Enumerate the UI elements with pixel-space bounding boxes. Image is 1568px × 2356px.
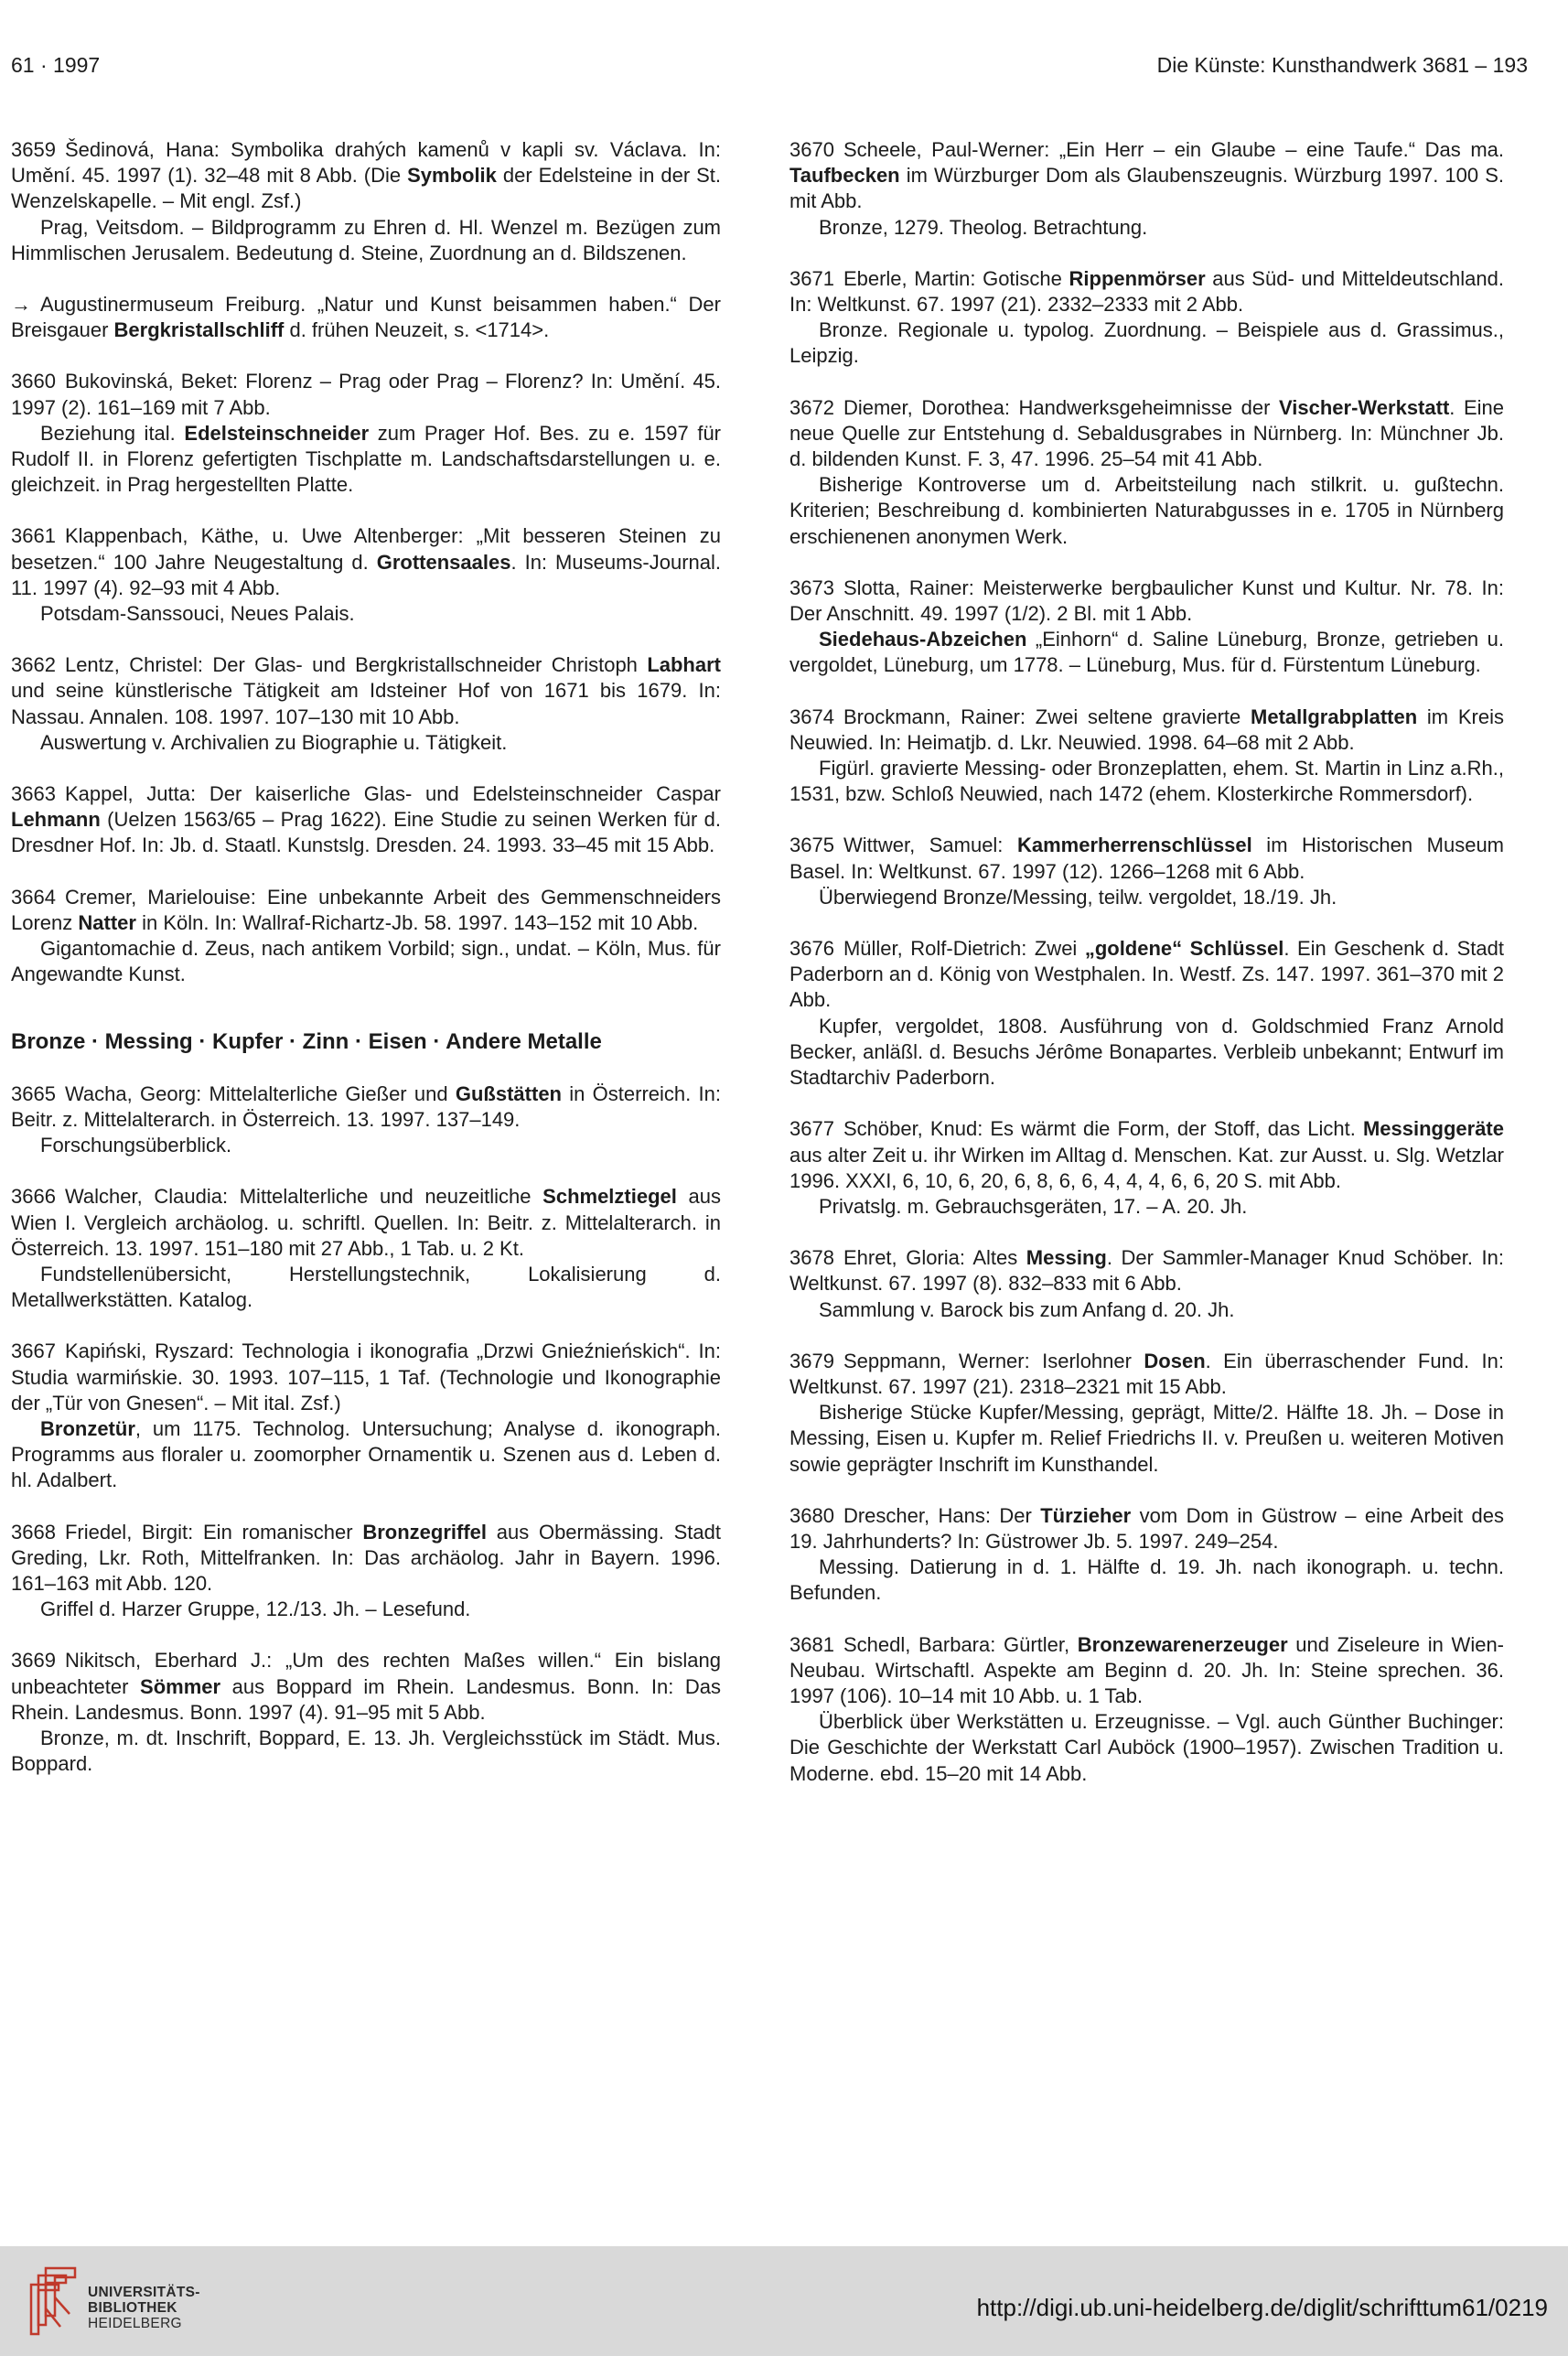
entry-number: 3673 [789,576,834,599]
entry-number: 3660 [11,370,56,393]
bibliography-entry [11,781,721,859]
entry-text: Bronze, 1279. Theolog. Betrachtung. [819,215,1148,239]
library-name-line-3: HEIDELBERG [88,2316,182,2331]
bibliography-entry [11,1081,721,1159]
entry-annotation [11,421,721,499]
keyword-text: Schmelztiegel [542,1185,677,1209]
entry-annotation [789,885,1504,910]
entry-text: Überwiegend Bronze/Messing, teilw. vergoldet, 18./19. Jh. [819,885,1337,909]
left-entries-top [11,137,721,987]
entry-text: Šedinová, Hana: Symbolika drahých kamenů v kapli sv. Václava. In: Umění. 45. 1997 (1). 32–48 mit 8 Abb. (Die [11,138,721,188]
entry-text: Wacha, Georg: Mittelalterliche Gießer und [64,1081,456,1105]
entry-annotation [789,1555,1504,1606]
keyword-text: Metallgrabplatten [1251,705,1418,728]
left-column [11,137,721,1802]
entry-number: 3675 [789,834,834,857]
bibliography-entry [789,266,1504,370]
entry-text: Wittwer, Samuel: [843,834,1017,857]
header-section-title: Die Künste: Kunsthandwerk 3681 – 193 [1156,53,1528,77]
entry-annotation [789,1194,1504,1220]
entry-text: im Würzburger Dom als Glaubenszeugnis. Würzburg 1997. 100 S. mit Abb. [789,164,1504,213]
entry-annotation [789,1709,1504,1787]
entry-number: 3669 [11,1649,56,1673]
keyword-text: Messing [1026,1246,1107,1270]
entry-text: aus Süd- und Mitteldeutschland. In: Weltkunst. 67. 1997 (21). 2332–2333 mit 2 Abb. [789,266,1504,317]
entry-text: Scheele, Paul-Werner: „Ein Herr – ein Glaube – eine Taufe.“ Das ma. [843,138,1504,161]
entry-text: . Eine neue Quelle zur Entstehung d. Sebaldusgrabes in Nürnberg. In: Münchner Jb. d. bildenden Kunst. F. 3, 47. 1996. 25–54 mit 41 Abb. [789,395,1504,471]
keyword-text: Türzieher [1040,1503,1132,1527]
entry-citation [11,781,721,859]
keyword-text: Messinggeräte [1362,1117,1504,1141]
entry-text: . In: Museums-Journal. 11. 1997 (4). 92–93 mit 4 Abb. [11,550,722,599]
entry-text: Walcher, Claudia: Mittelalterliche und neuzeitliche [64,1185,543,1209]
keyword-text: Kammerherrenschlüssel [1016,834,1252,857]
keyword-text: Vischer-Werkstatt [1279,395,1450,419]
entry-text: Messing. Datierung in d. 1. Hälfte d. 19. Jh. nach ikonograph. u. techn. Befunden. [789,1555,1504,1605]
entry-annotation [789,1400,1504,1478]
library-name-line-1: UNIVERSITÄTS- [88,2285,200,2300]
entry-text: zum Prager Hof. Bes. zu e. 1597 für Rudolf II. in Florenz gefertigten Tischplatte m. Landschaftsdarstellungen u. e. gleichzeit. in Prag hergestellten Platte. [11,421,722,497]
entry-citation [11,1081,721,1133]
entry-text: Griffel d. Harzer Gruppe, 12./13. Jh. – Lesefund. [40,1598,471,1621]
bibliography-entry [789,395,1504,550]
entry-text: in Österreich. In: Beitr. z. Mittelalterarch. in Österreich. 13. 1997. 137–149. [11,1081,721,1131]
right-column [789,137,1504,1813]
bibliography-entry [789,1245,1504,1323]
entry-citation [11,1184,721,1262]
entry-annotation [11,1133,721,1158]
entry-number: 3661 [11,524,56,548]
keyword-text: „goldene“ Schlüssel [1084,937,1284,961]
bibliography-entry [789,1349,1504,1478]
entry-text: Schöber, Knud: Es wärmt die Form, der Stoff, das Licht. [843,1117,1363,1141]
keyword-text: Edelsteinschneider [184,421,370,445]
entry-text: Kupfer, vergoldet, 1808. Ausführung von d. Goldschmied Franz Arnold Becker, anläßl. d. Besuchs Jérôme Bonapartes. Verbleib unbekannt; Entwurf im Stadtarchiv Paderborn. [789,1014,1504,1090]
entry-text: aus Boppard im Rhein. Landesmus. Bonn. In: Das Rhein. Landesmus. Bonn. 1997 (4). 91–95 mit 5 Abb. [11,1674,722,1724]
bibliography-entry [11,137,721,266]
entry-text: Forschungsüberblick. [40,1134,232,1157]
entry-text: Fundstellenübersicht, Herstellungstechnik, Lokalisierung d. Metallwerkstätten. Katalog. [11,1262,721,1312]
entry-annotation [789,472,1504,550]
entry-annotation [789,317,1504,369]
entry-citation [11,1520,721,1598]
entry-text: Bisherige Kontroverse um d. Arbeitsteilung nach stilkrit. u. gußtechn. Kriterien; Beschreibung d. kombinierten Naturabgusses in e. 1705 in Nürnberg erschienenen anonymen Werk. [789,473,1504,548]
entry-text: Gigantomachie d. Zeus, nach antikem Vorbild; sign., undat. – Köln, Mus. für Angewandte Kunst. [11,937,721,986]
entry-text: Bukovinská, Beket: Florenz – Prag oder Prag – Florenz? In: Umění. 45. 1997 (2). 161–169 mit 7 Abb. [11,370,721,419]
entry-number: 3680 [789,1503,834,1527]
entry-text: (Uelzen 1563/65 – Prag 1622). Eine Studie zu seinen Werken für d. Dresdner Hof. In: Jb. d. Staatl. Kunstslg. Dresden. 24. 1993. 33–45 mit 15 Abb. [11,808,721,857]
entry-annotation [11,730,721,756]
entry-text: Ehret, Gloria: Altes [843,1246,1026,1270]
entry-text: aus Wien I. Vergleich archäolog. u. schriftl. Quellen. In: Beitr. z. Mittelalterarch. in Österreich. 13. 1997. 151–180 mit 27 Abb., 1 Tab. u. 2 Kt. [11,1185,721,1260]
entry-text: Kappel, Jutta: Der kaiserliche Glas- und Edelsteinschneider Caspar [64,782,721,806]
bibliography-entry [11,885,721,988]
library-logo-icon [18,2261,91,2339]
bibliography-entry [789,705,1504,808]
entry-text: und Ziseleure in Wien-Neubau. Wirtschaftl. Aspekte am Beginn d. 20. Jh. In: Steine sprechen. 36. 1997 (106). 10–14 mit 10 Abb. u. 1 Tab. [789,1632,1504,1707]
entry-text: Eberle, Martin: Gotische [843,266,1069,290]
bibliography-entry [789,137,1504,241]
entry-text: Bronze, m. dt. Inschrift, Boppard, E. 13. Jh. Vergleichsstück im Städt. Mus. Boppard. [11,1726,721,1776]
entry-text: Bisherige Stücke Kupfer/Messing, geprägt, Mitte/2. Hälfte 18. Jh. – Dose in Messing, Eisen u. Kupfer m. Relief Friedrichs II. v. Preußen u. weiteren Motiven sowie geprägter Inschrift im Kunsthandel. [789,1401,1504,1476]
bibliography-entry [789,1116,1504,1220]
bibliography-entry [11,292,721,343]
entry-number: 3681 [789,1632,834,1656]
bibliography-entry [11,1520,721,1623]
entry-citation [789,1349,1504,1400]
entry-annotation [789,627,1504,678]
entry-citation [789,1632,1504,1710]
entry-text: Beziehung ital. [40,421,185,445]
entry-text: Augustinermuseum Freiburg. „Natur und Kunst beisammen haben.“ Der Breisgauer [11,293,721,342]
left-entries-bottom [11,1081,721,1778]
entry-number: 3671 [789,266,834,290]
entry-text: vom Dom in Güstrow – eine Arbeit des 19. Jahrhunderts? In: Güstrower Jb. 5. 1997. 249–254. [789,1503,1504,1553]
entry-number: 3665 [11,1081,56,1105]
entry-citation [11,652,721,730]
entry-text: Überblick über Werkstätten u. Erzeugnisse. – Vgl. auch Günther Buchinger: Die Geschichte der Werkstatt Carl Auböck (1900–1957). Zwischen Tradition u. Moderne. ebd. 15–20 mit 14 Abb. [789,1710,1504,1785]
entry-text: Drescher, Hans: Der [843,1503,1041,1527]
entry-text: Prag, Veitsdom. – Bildprogramm zu Ehren d. Hl. Wenzel m. Bezügen zum Himmlischen Jerusalem. Bedeutung d. Steine, Zuordnung an d. Bildszenen. [11,215,721,264]
keyword-text: Gußstätten [455,1081,562,1105]
entry-citation [789,833,1504,884]
entry-annotation [11,936,721,987]
entry-text: Cremer, Marielouise: Eine unbekannte Arbeit des Gemmenschneiders Lorenz [11,885,721,934]
bibliography-entry [11,1184,721,1313]
keyword-text: Bergkristallschliff [113,318,285,342]
entry-number: → [11,293,31,317]
keyword-text: Grottensaales [376,550,511,574]
entry-text: Klappenbach, Käthe, u. Uwe Altenberger: „Mit besseren Steinen zu besetzen.“ 100 Jahre Neugestaltung d. [11,524,721,574]
entry-text: und seine künstlerische Tätigkeit am Idsteiner Hof von 1671 bis 1679. In: Nassau. Annalen. 108. 1997. 107–130 mit 10 Abb. [11,679,721,728]
keyword-text: Sömmer [140,1674,221,1698]
bibliography-entry [11,1648,721,1777]
entry-text: „Einhorn“ d. Saline Lüneburg, Bronze, getrieben u. vergoldet, Lüneburg, um 1778. – Lüneburg, Mus. für d. Fürstentum Lüneburg. [789,628,1504,677]
entry-annotation [11,215,721,266]
entry-annotation [11,1726,721,1777]
keyword-text: Bronzetür [40,1416,135,1440]
entry-text: im Kreis Neuwied. In: Heimatjb. d. Lkr. Neuwied. 1998. 64–68 mit 2 Abb. [789,705,1504,754]
entry-text: Bronze. Regionale u. typolog. Zuordnung. – Beispiele aus d. Grassimus., Leipzig. [789,318,1504,368]
entry-number: 3676 [789,937,834,961]
section-heading: Bronze · Messing · Kupfer · Zinn · Eisen · Andere Metalle [11,1029,602,1055]
entry-citation [11,885,721,936]
entry-text: der Edelsteine in der St. Wenzelskapelle. – Mit engl. Zsf.) [11,164,722,213]
keyword-text: Symbolik [407,164,497,188]
entry-citation [11,1339,721,1416]
entry-annotation [11,1597,721,1622]
entry-text: Brockmann, Rainer: Zwei seltene gravierte [843,705,1251,728]
entry-text: Kapiński, Ryszard: Technologia i ikonografia „Drzwi Gnieźnieńskich“. In: Studia warmińskie. 30. 1993. 107–115, 1 Taf. (Technologie und Ikonographie der „Tür von Gnesen“. – Mit ital. Zsf.) [11,1339,721,1415]
entry-text: Privatslg. m. Gebrauchsgeräten, 17. – A. 20. Jh. [819,1194,1248,1218]
entry-text: . Ein überraschender Fund. In: Weltkunst. 67. 1997 (21). 2318–2321 mit 15 Abb. [789,1349,1505,1398]
bibliography-entry [789,576,1504,679]
entry-number: 3663 [11,782,56,806]
keyword-text: Natter [78,910,136,934]
entry-number: 3662 [11,653,56,677]
entry-text: Diemer, Dorothea: Handwerksgeheimnisse der [843,395,1279,419]
entry-text: Lentz, Christel: Der Glas- und Bergkristallschneider Christoph [64,653,648,677]
entry-number: 3679 [789,1349,834,1372]
keyword-text: Siedehaus-Abzeichen [819,628,1027,651]
library-name-line-2: BIBLIOTHEK [88,2300,177,2316]
entry-text: d. frühen Neuzeit, s. <1714>. [284,318,550,342]
entry-annotation [11,1262,721,1313]
entry-text: im Historischen Museum Basel. In: Weltkunst. 67. 1997 (12). 1266–1268 mit 6 Abb. [789,834,1505,883]
keyword-text: Taufbecken [789,164,900,188]
entry-citation [11,1648,721,1726]
entry-citation [11,292,721,343]
entry-citation [789,1503,1504,1555]
entry-number: 3672 [789,395,834,419]
entry-citation [11,523,721,601]
entry-citation [789,137,1504,215]
source-url-link[interactable]: http://digi.ub.uni-heidelberg.de/diglit/schrifttum61/0219 [976,2294,1548,2321]
entry-citation [789,266,1504,317]
entry-text: Seppmann, Werner: Iserlohner [843,1349,1144,1372]
bibliography-entry [11,369,721,498]
entry-number: 3678 [789,1246,834,1270]
entry-text: in Köln. In: Wallraf-Richartz-Jb. 58. 1997. 143–152 mit 10 Abb. [135,910,699,934]
right-entries [789,137,1504,1787]
entry-annotation [789,756,1504,807]
entry-number: 3664 [11,885,56,909]
entry-citation [11,137,721,215]
entry-text: Auswertung v. Archivalien zu Biographie u. Tätigkeit. [40,730,508,754]
entry-number: 3666 [11,1185,56,1209]
keyword-text: Bronzewarenerzeuger [1077,1632,1288,1656]
bibliography-entry [11,523,721,627]
entry-annotation [11,1416,721,1494]
keyword-text: Bronzegriffel [362,1520,488,1544]
entry-annotation [789,215,1504,241]
entry-text: Schedl, Barbara: Gürtler, [843,1632,1078,1656]
entry-annotation [11,601,721,627]
header-page-info: 61 · 1997 [11,53,101,77]
entry-text: Figürl. gravierte Messing- oder Bronzeplatten, ehem. St. Martin in Linz a.Rh., 1531, bzw. Schloß Neuwied, nach 1472 (ehem. Klosterkirche Rommersdorf). [789,757,1504,806]
entry-number: 3677 [789,1117,834,1141]
entry-number: 3670 [789,138,834,161]
entry-number: 3667 [11,1339,56,1363]
keyword-text: Lehmann [11,808,101,832]
bibliography-entry [789,833,1504,910]
entry-text: Nikitsch, Eberhard J.: „Um des rechten Maßes willen.“ Ein bislang unbeachteter [11,1649,721,1698]
entry-text: . Ein Geschenk d. Stadt Paderborn an d. König von Westphalen. In. Westf. Zs. 147. 1997. 361–370 mit 2 Abb. [789,937,1504,1012]
keyword-text: Labhart [647,653,721,677]
entry-citation [11,369,721,420]
entry-number: 3659 [11,138,56,161]
entry-citation [789,395,1504,473]
entry-text: Potsdam-Sanssouci, Neues Palais. [40,602,355,626]
entry-text: Müller, Rolf-Dietrich: Zwei [843,937,1085,961]
entry-annotation [789,1297,1504,1323]
entry-citation [789,1116,1504,1194]
footer-bar [0,2246,1568,2356]
bibliography-entry [789,1632,1504,1787]
entry-text: , um 1175. Technolog. Untersuchung; Analyse d. ikonograph. Programms aus floraler u. zoomorpher Ornamentik u. Szenen aus d. Leben d. hl. Adalbert. [11,1416,721,1492]
entry-citation [789,576,1504,627]
keyword-text: Dosen [1144,1349,1206,1372]
entry-annotation [789,1014,1504,1092]
entry-text: aus alter Zeit u. ihr Wirken im Alltag d. Menschen. Kat. zur Ausst. u. Slg. Wetzlar 1996. XXXI, 6, 10, 6, 20, 6, 8, 6, 6, 4, 4, 4, 6, 6, 20 S. mit Abb. [789,1143,1504,1192]
entry-text: Sammlung v. Barock bis zum Anfang d. 20. Jh. [819,1297,1235,1321]
entry-number: 3674 [789,705,834,728]
entry-citation [789,1245,1504,1296]
keyword-text: Rippenmörser [1069,266,1206,290]
bibliography-entry [789,1503,1504,1607]
entry-number: 3668 [11,1520,56,1544]
entry-text: aus Obermässing. Stadt Greding, Lkr. Roth, Mittelfranken. In: Das archäolog. Jahr in Bayern. 1996. 161–163 mit Abb. 120. [11,1520,721,1595]
entry-text: Friedel, Birgit: Ein romanischer [64,1520,363,1544]
entry-citation [789,936,1504,1014]
bibliography-entry [789,936,1504,1091]
entry-text: Slotta, Rainer: Meisterwerke bergbaulicher Kunst und Kultur. Nr. 78. In: Der Anschnitt. 49. 1997 (1/2). 2 Bl. mit 1 Abb. [789,576,1504,626]
page-header [11,53,1528,86]
bibliography-entry [11,1339,721,1493]
entry-citation [789,705,1504,756]
bibliography-entry [11,652,721,756]
entry-text: . Der Sammler-Manager Knud Schöber. In: Weltkunst. 67. 1997 (8). 832–833 mit 6 Abb. [789,1246,1504,1296]
library-name [88,2285,200,2331]
